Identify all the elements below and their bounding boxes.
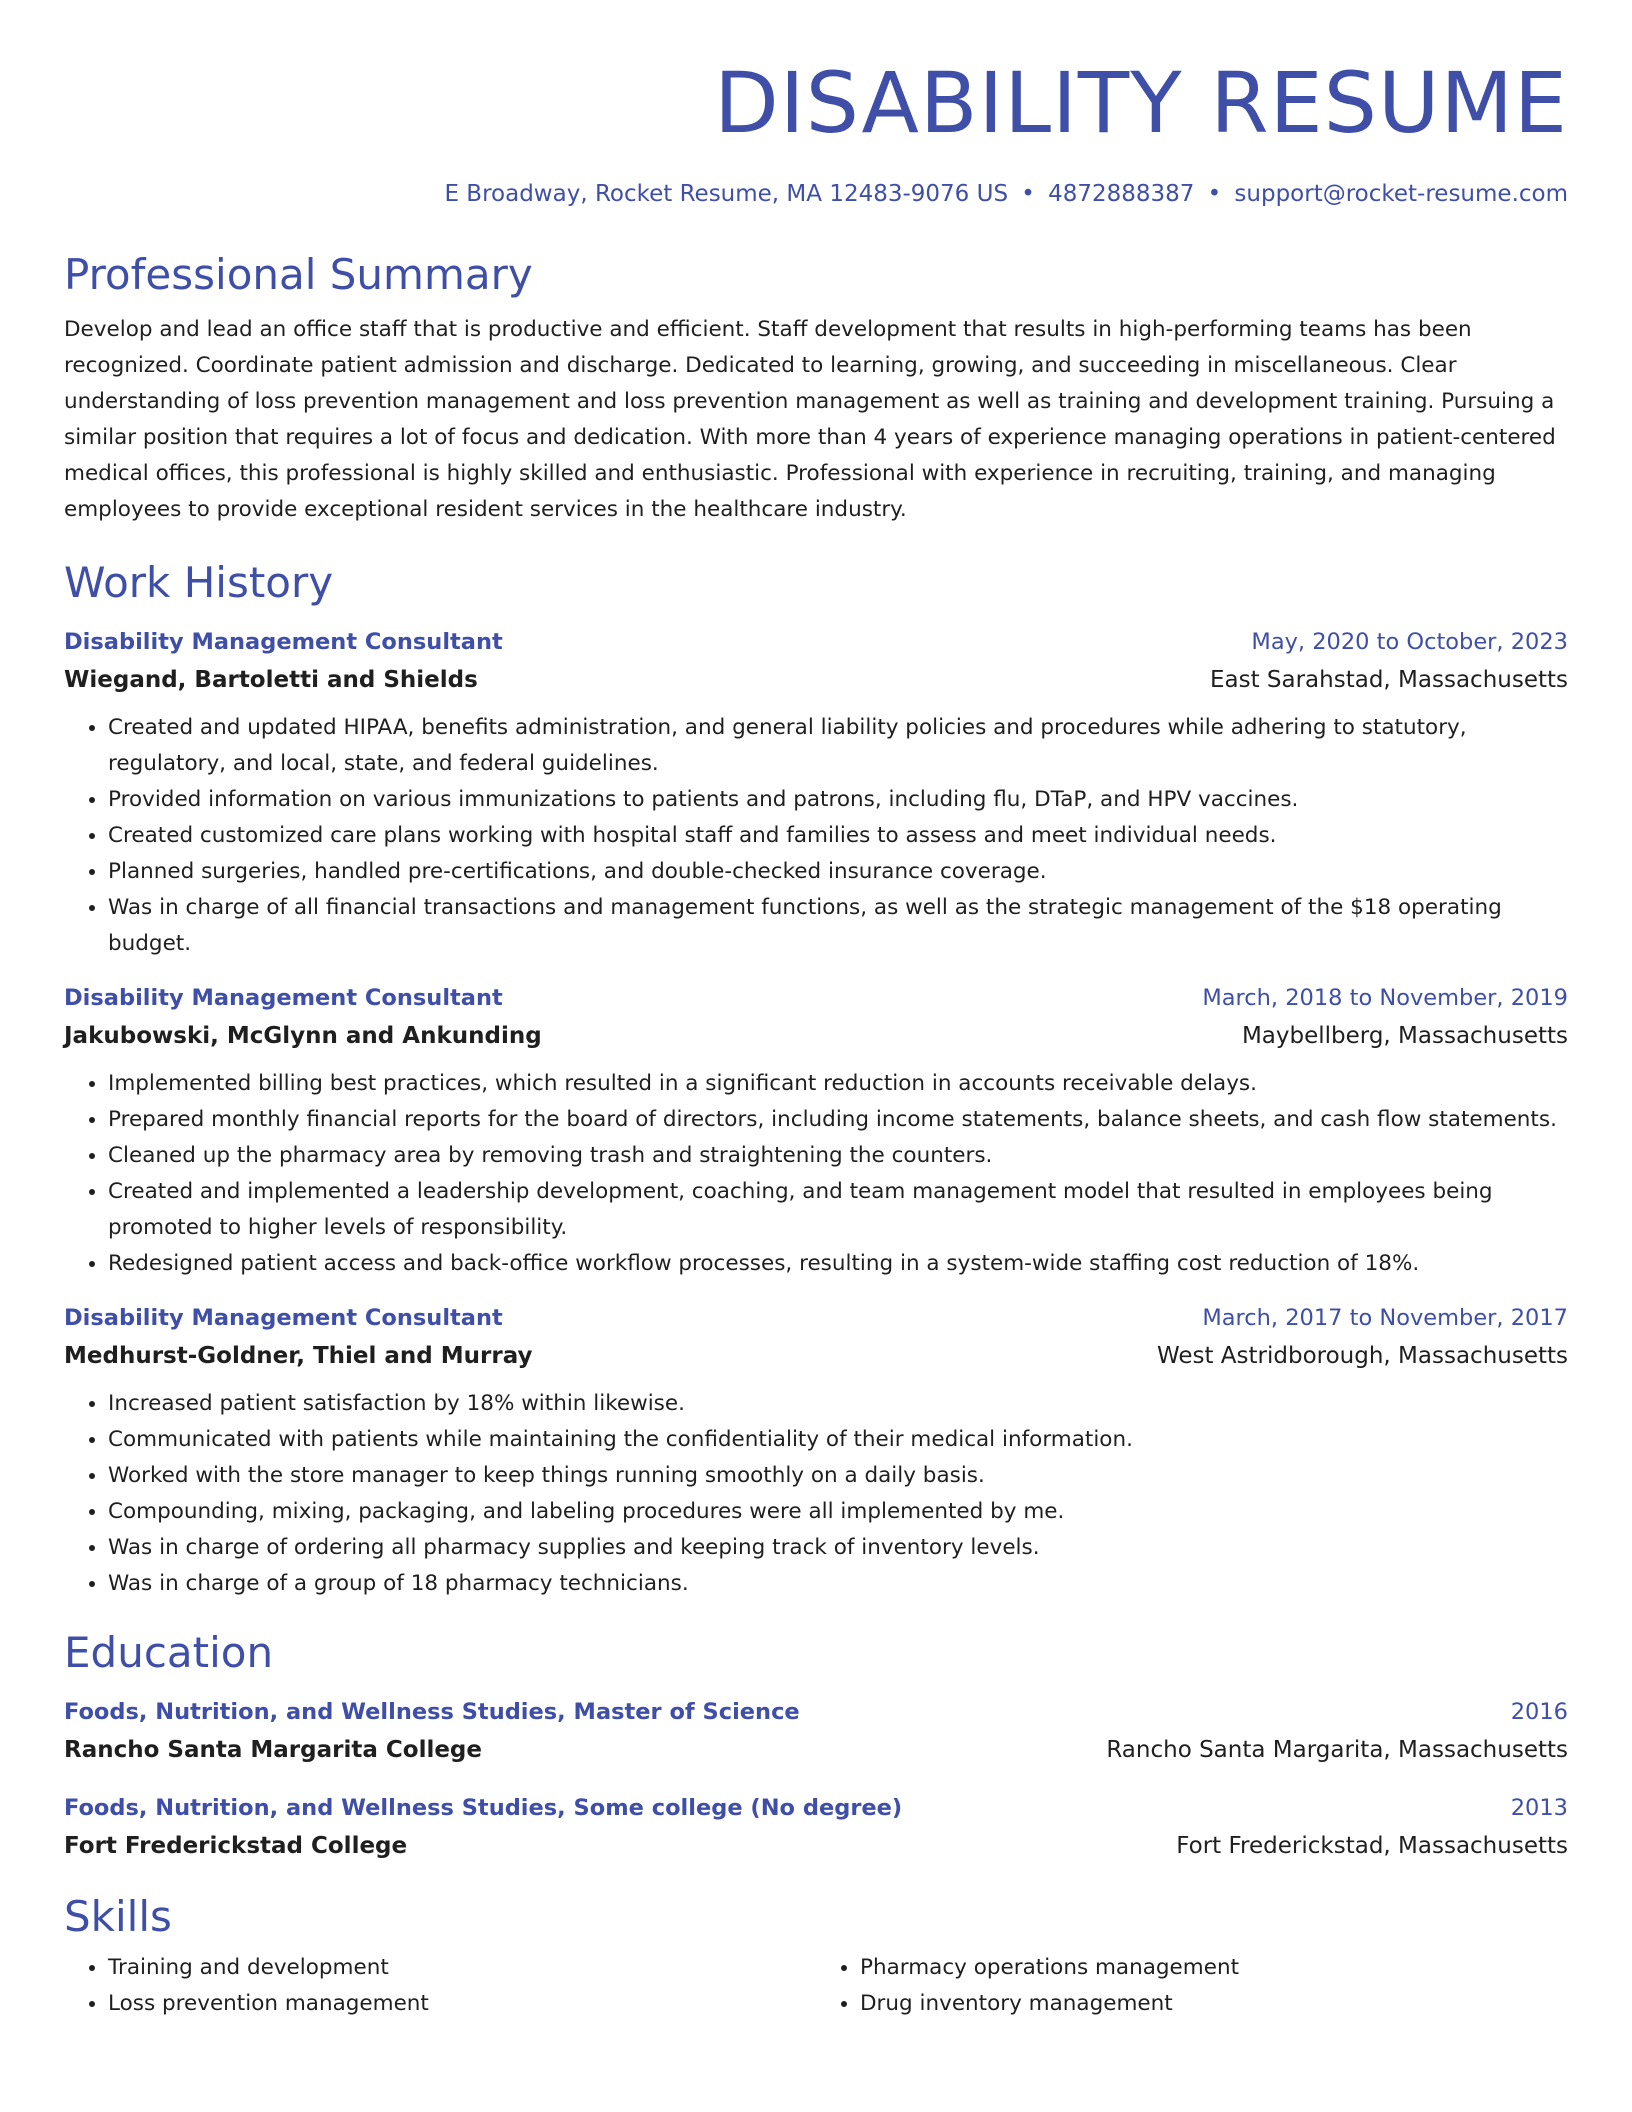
summary-title: Professional Summary	[64, 250, 533, 299]
job-role: Disability Management Consultant	[64, 629, 503, 655]
education-degree: Foods, Nutrition, and Wellness Studies, Master of Science	[64, 1699, 800, 1725]
job-bullets	[64, 1386, 1568, 1602]
skills-column-left	[64, 1950, 816, 2022]
education-school: Fort Frederickstad College	[64, 1833, 408, 1859]
skills-column-right	[816, 1950, 1568, 2022]
job-bullet: • Compounding, mixing, packaging, and labeling procedures were all implemented by me.	[108, 1494, 1568, 1530]
education-year: 2016	[1510, 1699, 1568, 1725]
education-title: Education	[64, 1628, 274, 1677]
job-bullet: • Prepared monthly financial reports for the board of directors, including income statements, balance sheets, and cash flow statements.	[108, 1102, 1568, 1138]
summary-text: Develop and lead an office staff that is productive and efficient. Staff development that results in high-performing teams has been recognized. Coordinate patient admission and discharge. Dedicated to learning, growing, and succeeding in miscellaneous. Clear understanding of loss prevention management and loss prevention management as well as training and development training. Pursuing a similar position that requires a lot of focus and dedication. With more than 4 years of experience managing operations in patient-centered medical offices, this professional is highly skilled and enthusiastic. Professional with experience in recruiting, training, and managing employees to provide exceptional resident services in the healthcare industry.	[64, 317, 1556, 522]
job-entry	[64, 1300, 1568, 1602]
job-role: Disability Management Consultant	[64, 1305, 503, 1331]
job-bullet: • Increased patient satisfaction by 18% within likewise.	[108, 1386, 1568, 1422]
contact-separator: •	[1021, 181, 1035, 207]
job-bullet: • Communicated with patients while maintaining the confidentiality of their medical information.	[108, 1422, 1568, 1458]
job-company: Wiegand, Bartoletti and Shields	[64, 667, 478, 693]
skills-section	[64, 1890, 1568, 2022]
job-bullet: • Created and updated HIPAA, benefits administration, and general liability policies and procedures while adhering to statutory, regulatory, and local, state, and federal guidelines.	[108, 710, 1568, 782]
job-bullet: • Cleaned up the pharmacy area by removing trash and straightening the counters.	[108, 1138, 1568, 1174]
resume-name: DISABILITY RESUME	[714, 54, 1568, 152]
job-bullet: • Redesigned patient access and back-office workflow processes, resulting in a system-wide staffing cost reduction of 18%.	[108, 1246, 1568, 1282]
job-bullet: • Planned surgeries, handled pre-certifications, and double-checked insurance coverage.	[108, 854, 1568, 890]
skill-item: • Pharmacy operations management	[860, 1950, 1568, 1986]
skill-item: • Training and development	[108, 1950, 816, 1986]
job-dates: March, 2017 to November, 2017	[1202, 1305, 1568, 1331]
job-bullet: • Was in charge of all financial transactions and management functions, as well as the strategic management of the $18 operating budget.	[108, 890, 1568, 962]
job-bullet: • Provided information on various immunizations to patients and patrons, including flu, DTaP, and HPV vaccines.	[108, 782, 1568, 818]
contact-separator: •	[1207, 181, 1222, 207]
job-bullet: • Was in charge of a group of 18 pharmacy technicians.	[108, 1566, 1568, 1602]
summary-section	[64, 248, 1568, 528]
contact-address: E Broadway, Rocket Resume, MA 12483-9076 US	[444, 181, 1009, 207]
education-location: Fort Frederickstad, Massachusetts	[1176, 1833, 1568, 1859]
job-bullet: • Created customized care plans working with hospital staff and families to assess and meet individual needs.	[108, 818, 1568, 854]
job-bullet: • Worked with the store manager to keep things running smoothly on a daily basis.	[108, 1458, 1568, 1494]
education-entry	[64, 1790, 1568, 1866]
skills-columns	[64, 1944, 1568, 2022]
education-year: 2013	[1510, 1795, 1568, 1821]
job-bullet: • Was in charge of ordering all pharmacy supplies and keeping track of inventory levels.	[108, 1530, 1568, 1566]
job-company: Jakubowski, McGlynn and Ankunding	[64, 1023, 542, 1049]
work-history-title: Work History	[64, 558, 334, 607]
job-location: Maybellberg, Massachusetts	[1241, 1023, 1568, 1049]
education-degree: Foods, Nutrition, and Wellness Studies, Some college (No degree)	[64, 1795, 903, 1821]
skills-title: Skills	[64, 1892, 172, 1941]
job-location: West Astridborough, Massachusetts	[1156, 1343, 1568, 1369]
education-location: Rancho Santa Margarita, Massachusetts	[1106, 1737, 1568, 1763]
job-bullet: • Implemented billing best practices, which resulted in a significant reduction in accounts receivable delays.	[108, 1066, 1568, 1102]
skill-item: • Drug inventory management	[860, 1986, 1568, 2022]
skill-item: • Loss prevention management	[108, 1986, 816, 2022]
education-school: Rancho Santa Margarita College	[64, 1737, 482, 1763]
job-entry	[64, 624, 1568, 962]
job-location: East Sarahstad, Massachusetts	[1209, 667, 1568, 693]
job-company: Medhurst-Goldner, Thiel and Murray	[64, 1343, 533, 1369]
education-section	[64, 1626, 1568, 1866]
job-bullets	[64, 1066, 1568, 1282]
work-history-section	[64, 556, 1568, 1602]
contact-email: support@rocket-resume.com	[1234, 181, 1568, 207]
job-role: Disability Management Consultant	[64, 985, 503, 1011]
job-dates: May, 2020 to October, 2023	[1251, 629, 1568, 655]
job-entry	[64, 980, 1568, 1282]
job-bullet: • Created and implemented a leadership development, coaching, and team management model that resulted in employees being promoted to higher levels of responsibility.	[108, 1174, 1568, 1246]
contact-phone: 4872888387	[1048, 181, 1195, 207]
job-bullets	[64, 710, 1568, 962]
education-entry	[64, 1694, 1568, 1770]
contact-line	[64, 178, 1568, 210]
job-dates: March, 2018 to November, 2019	[1202, 985, 1568, 1011]
